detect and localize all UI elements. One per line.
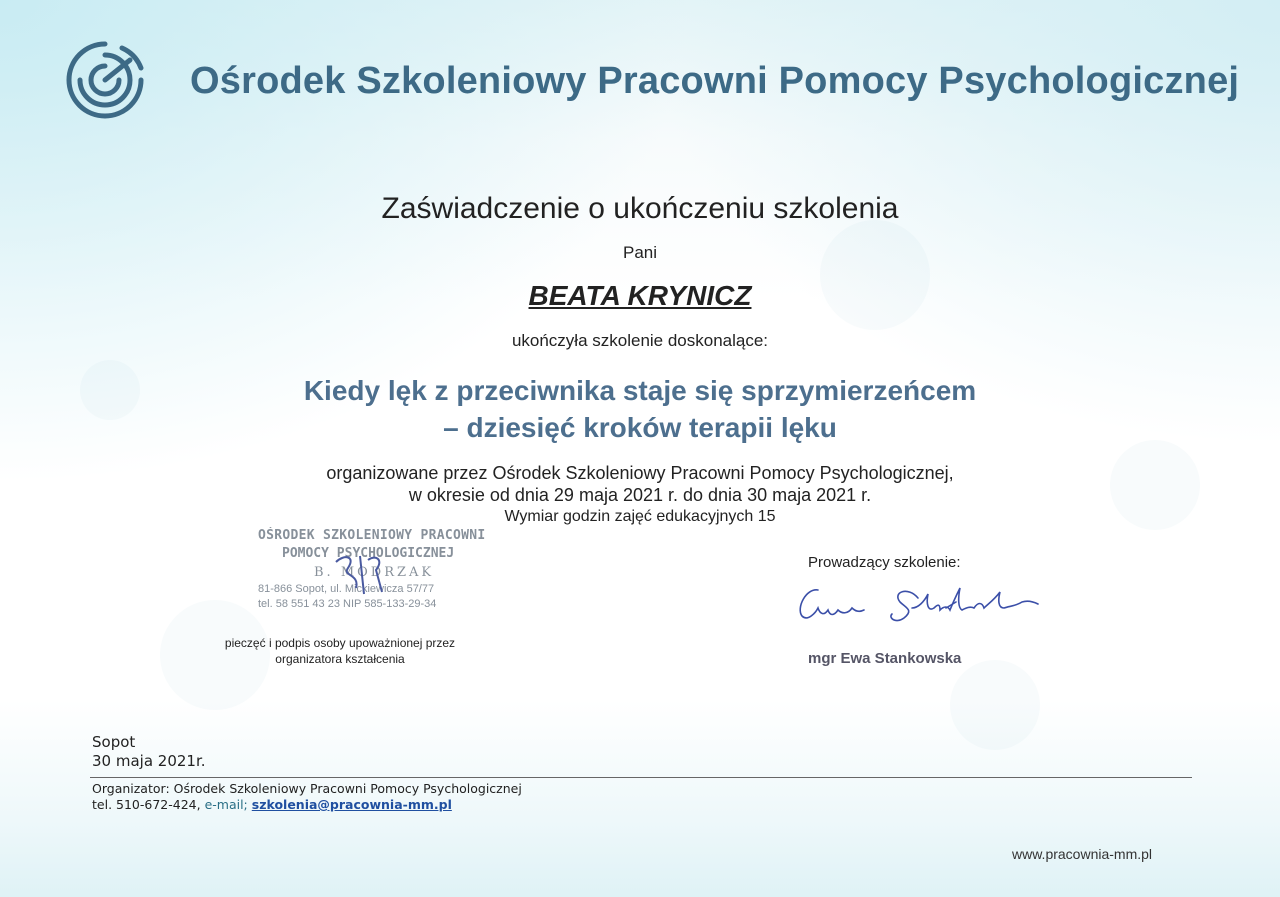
footer-organizer: Organizator: Ośrodek Szkoleniowy Pracowni Pomocy Psychologicznej [92,781,522,796]
organized-by: organizowane przez Ośrodek Szkoleniowy Pracowni Pomocy Psychologicznej, [326,463,954,483]
watermark-circle [950,660,1040,750]
footer-email-link[interactable]: szkolenia@pracownia-mm.pl [251,797,452,812]
trainer-label: Prowadzący szkolenie: [808,554,961,571]
stamp-line4: 81-866 Sopot, ul. Mickiewicza 57/77 [258,583,435,595]
footer-contact [92,797,452,812]
issue-place: Sopot [92,733,136,751]
completed-text: ukończyła szkolenie doskonalące: [511,331,769,350]
footer-email-label: e-mail; [204,797,248,812]
stamp-line2: POMOCY PSYCHOLOGICZNEJ [282,546,455,561]
stamp-caption [200,635,480,667]
salutation: Pani [622,243,658,262]
stamp-line1: OŚRODEK SZKOLENIOWY PRACOWNI [258,528,486,543]
course-title-line2: – dziesięć kroków terapii lęku [443,412,837,443]
stamp-caption-line2: organizatora kształcenia [275,652,405,666]
recipient-name: BEATA KRYNICZ [528,280,752,311]
footer-divider [90,777,1192,778]
watermark-circle [820,220,930,330]
stamp-line5: tel. 58 551 43 23 NIP 585-133-29-34 [258,598,437,610]
stamp-caption-line1: pieczęć i podpis osoby upoważnionej przez [224,636,456,650]
stamp-line3: B. MODRZAK [314,565,435,580]
training-period: w okresie od dnia 29 maja 2021 r. do dnia 30 maja 2021 r. [408,485,872,505]
stamp-signature [330,548,390,604]
certificate-title: Zaświadczenie o ukończeniu szkolenia [381,192,899,225]
training-hours: Wymiar godzin zajęć edukacyjnych 15 [504,508,776,525]
training-details [0,462,1280,528]
spiral-maze-logo-icon [62,38,148,122]
footer-website[interactable]: www.pracownia-mm.pl [1012,846,1153,862]
course-title-line1: Kiedy lęk z przeciwnika staje się sprzymierzeńcem [303,375,977,406]
trainer-signature [788,578,1048,628]
course-title [0,372,1280,446]
organization-header: Ośrodek Szkoleniowy Pracowni Pomocy Psychologicznej [190,60,1240,102]
footer-phone: tel. 510-672-424, [92,797,201,812]
issue-date: 30 maja 2021r. [92,752,206,770]
trainer-name: mgr Ewa Stankowska [808,650,962,667]
